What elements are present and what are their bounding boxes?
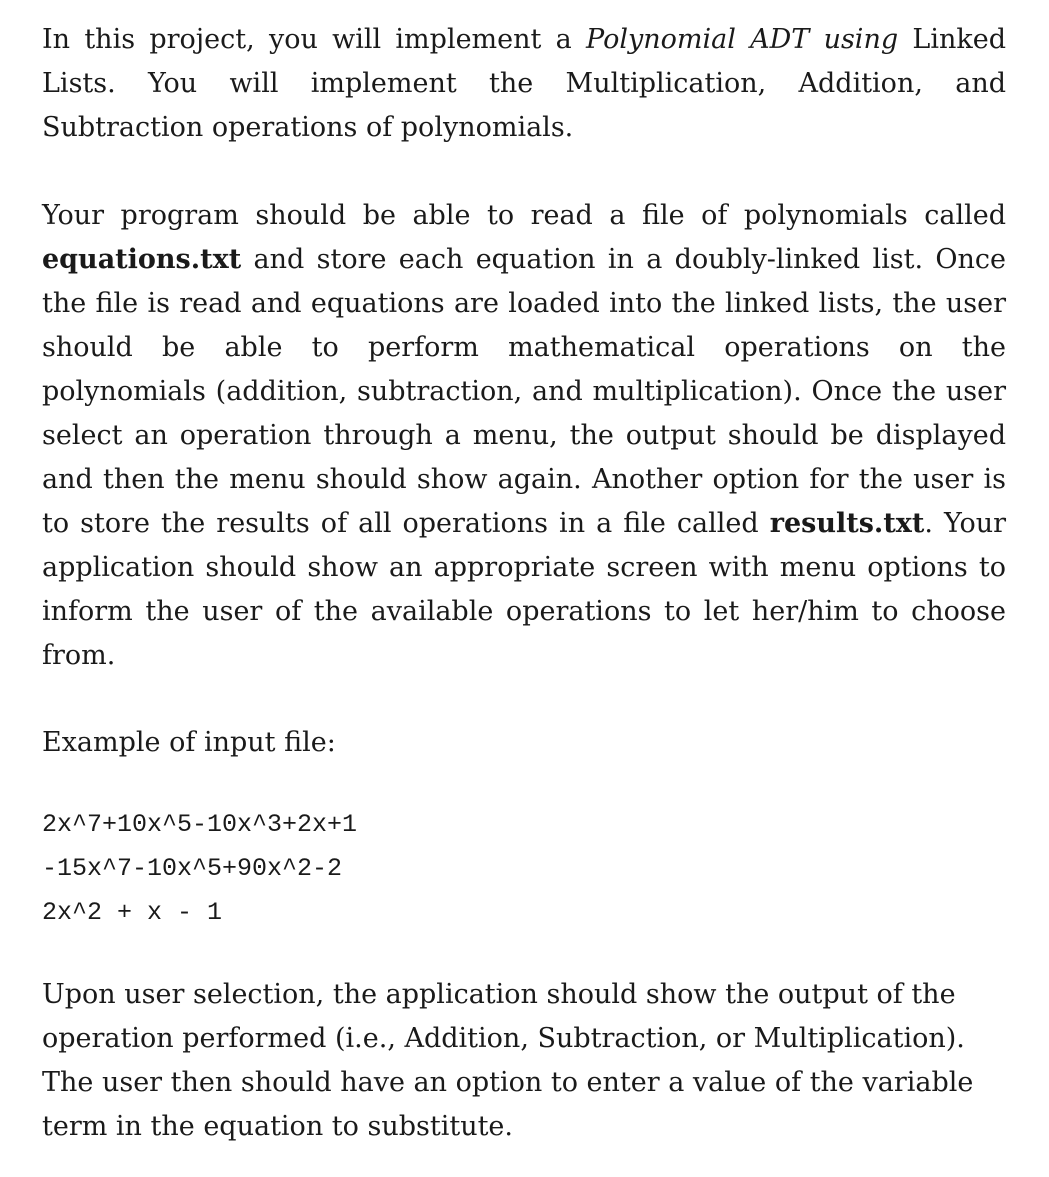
intro-italic-term: Polynomial ADT using bbox=[586, 24, 899, 55]
requirements-text-3: . Your application should show an appropriate screen with menu options to inform the user of the available operations to let her/him to choose from. bbox=[42, 508, 1006, 671]
intro-text-2: Linked Lists. You will implement the Multiplication, Addition, and Subtraction operations of polynomials. bbox=[42, 24, 1006, 143]
example-equation-line: 2x^2 + x - 1 bbox=[42, 898, 223, 927]
example-equation-line: -15x^7-10x^5+90x^2-2 bbox=[42, 854, 343, 883]
requirements-text-2: and store each equation in a doubly-linked list. Once the file is read and equations are loaded into the linked lists, the user should be able to perform mathematical operations on the polynomials (addition, subtraction, and multiplication). Once the user select an operation through a menu, the output should be displayed and then the menu should show again. Another option for the user is to store the results of all operations in a file called bbox=[42, 244, 1006, 539]
example-heading: Example of input file: bbox=[42, 727, 336, 758]
document-page bbox=[42, 18, 1006, 1149]
requirements-text-1: Your program should be able to read a file of polynomials called bbox=[42, 200, 1006, 231]
equations-filename: equations.txt bbox=[42, 244, 242, 275]
example-input-file bbox=[42, 803, 1006, 935]
output-description-paragraph: Upon user selection, the application should show the output of the operation performed (i.e., Addition, Subtraction, or Multiplication). The user then should have an option to enter a value of the variable term in the equation to substitute. bbox=[42, 979, 974, 1142]
requirements-paragraph bbox=[42, 194, 1006, 678]
intro-paragraph bbox=[42, 18, 1006, 150]
example-equation-line: 2x^7+10x^5-10x^3+2x+1 bbox=[42, 810, 358, 839]
results-filename: results.txt bbox=[769, 508, 925, 539]
intro-text-1: In this project, you will implement a bbox=[42, 24, 587, 55]
